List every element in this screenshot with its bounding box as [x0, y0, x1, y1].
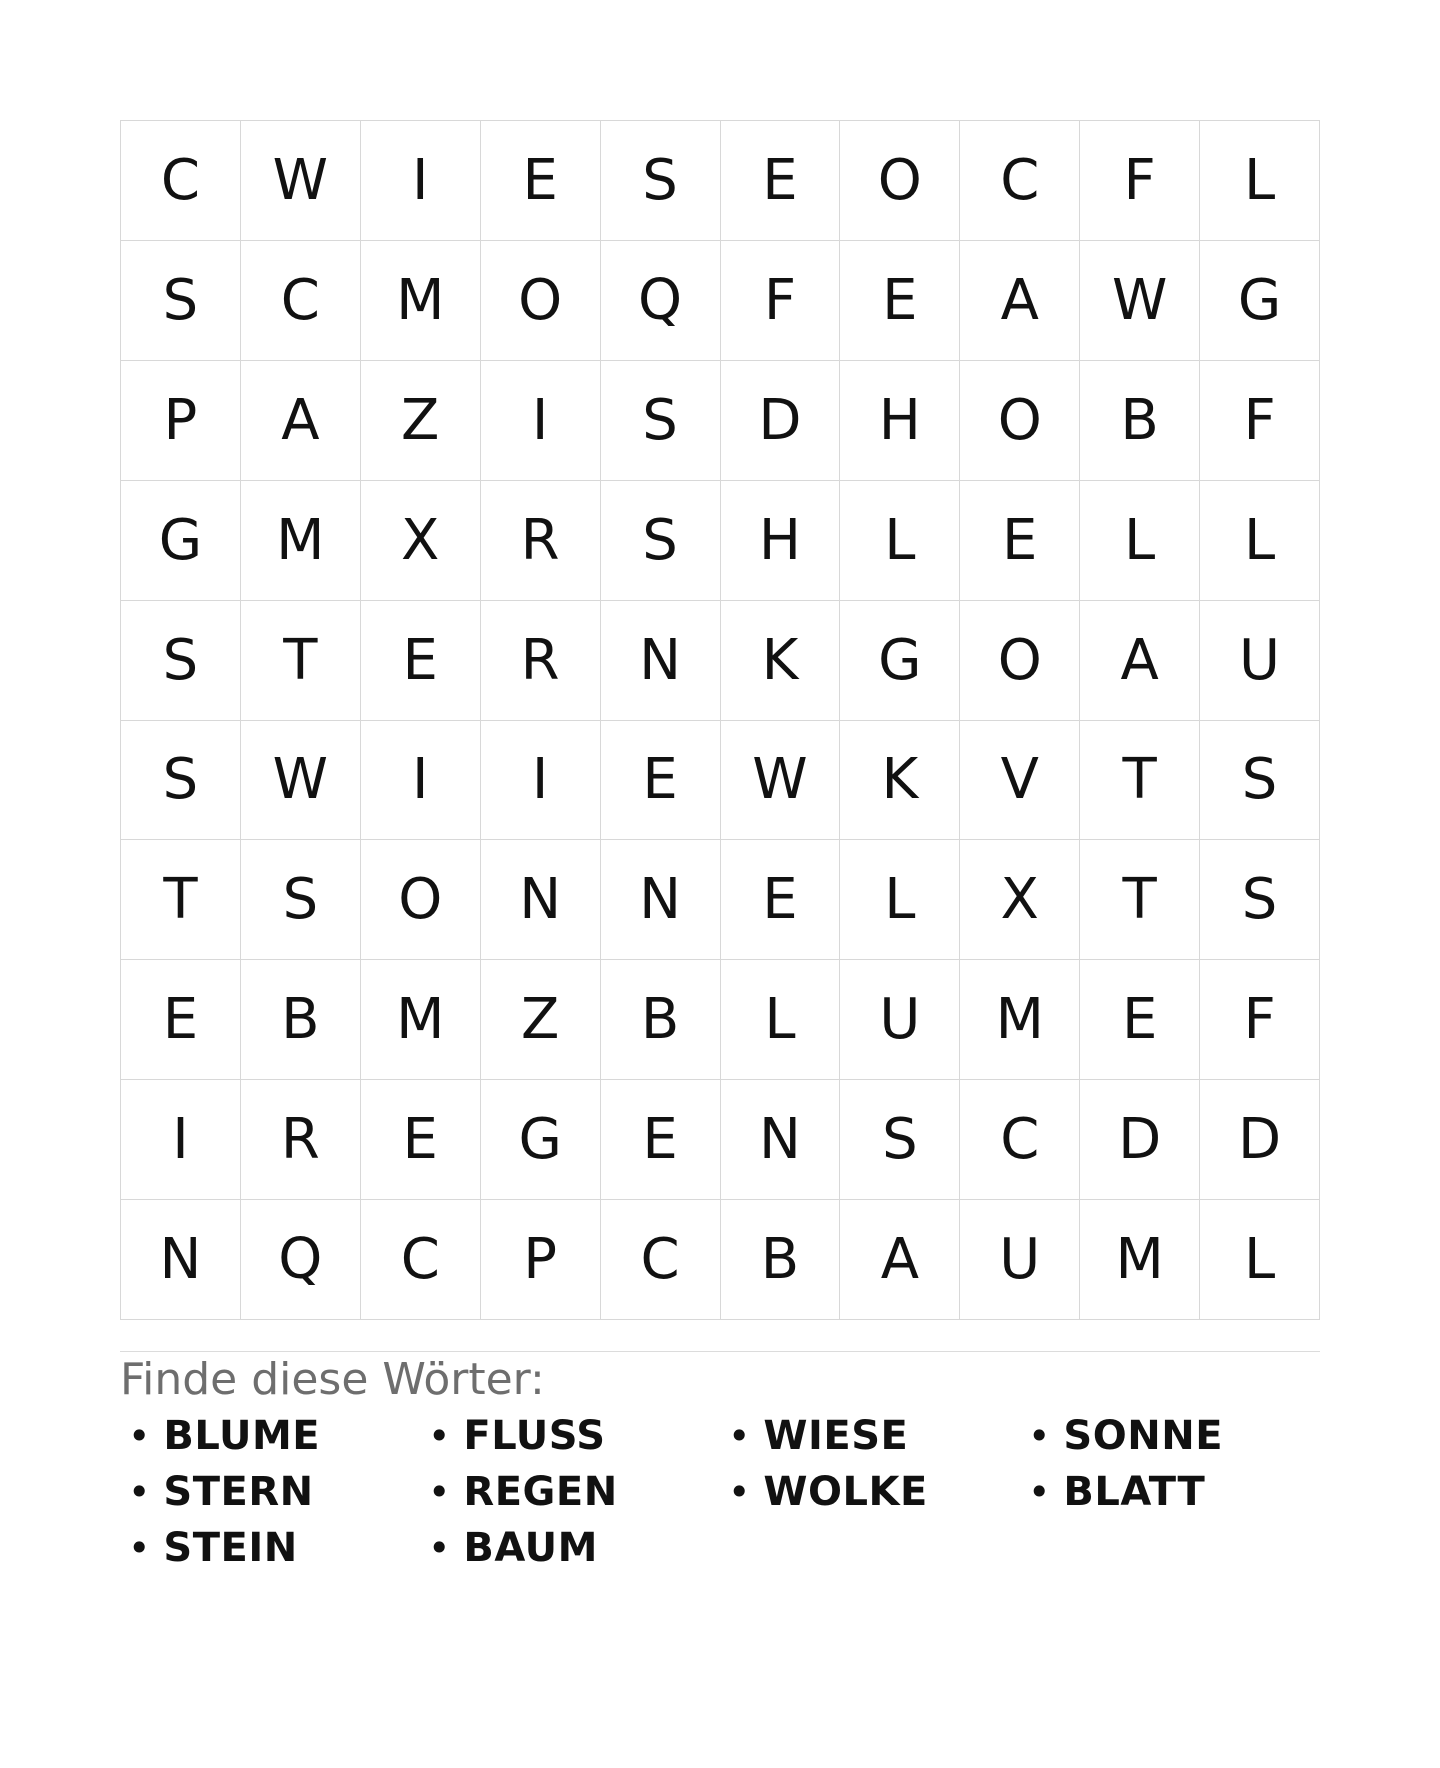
grid-cell[interactable]: F	[1080, 121, 1200, 241]
grid-cell[interactable]: X	[960, 840, 1080, 960]
bullet-icon: •	[428, 1414, 451, 1458]
grid-cell[interactable]: H	[840, 361, 960, 481]
grid-cell[interactable]: A	[1080, 601, 1200, 721]
grid-cell[interactable]: I	[481, 721, 601, 841]
grid-cell[interactable]: B	[241, 960, 361, 1080]
word-list-item	[720, 1408, 1020, 1464]
word-label: FLUSS	[463, 1413, 606, 1459]
grid-cell[interactable]: C	[241, 241, 361, 361]
grid-cell[interactable]: L	[840, 840, 960, 960]
grid-cell[interactable]: U	[960, 1200, 1080, 1320]
bullet-icon: •	[128, 1526, 151, 1570]
grid-cell[interactable]: R	[481, 481, 601, 601]
grid-cell[interactable]: S	[601, 121, 721, 241]
grid-cell[interactable]: D	[721, 361, 841, 481]
word-label: STEIN	[163, 1525, 298, 1571]
grid-cell[interactable]: N	[601, 601, 721, 721]
grid-cell[interactable]: N	[721, 1080, 841, 1200]
grid-cell[interactable]: M	[361, 241, 481, 361]
bullet-icon: •	[428, 1526, 451, 1570]
word-list-item	[1020, 1408, 1320, 1464]
grid-cell[interactable]: U	[1200, 601, 1320, 721]
grid-cell[interactable]: F	[1200, 960, 1320, 1080]
grid-cell[interactable]: F	[1200, 361, 1320, 481]
word-list-item	[120, 1464, 420, 1520]
grid-cell[interactable]: E	[601, 1080, 721, 1200]
bullet-icon: •	[728, 1414, 751, 1458]
grid-cell[interactable]: N	[481, 840, 601, 960]
grid-cell[interactable]: G	[840, 601, 960, 721]
grid-cell[interactable]: O	[481, 241, 601, 361]
grid-cell[interactable]: S	[840, 1080, 960, 1200]
word-list-row	[120, 1464, 1320, 1520]
grid-cell[interactable]: D	[1080, 1080, 1200, 1200]
bullet-icon: •	[428, 1470, 451, 1514]
grid-cell[interactable]: S	[1200, 721, 1320, 841]
grid-cell[interactable]: T	[1080, 721, 1200, 841]
grid-cell[interactable]: L	[1200, 481, 1320, 601]
grid-cell[interactable]: C	[361, 1200, 481, 1320]
grid-cell[interactable]: E	[721, 840, 841, 960]
bullet-icon: •	[728, 1470, 751, 1514]
grid-cell[interactable]: D	[1200, 1080, 1320, 1200]
word-list-row	[120, 1408, 1320, 1464]
grid-cell[interactable]: W	[241, 721, 361, 841]
word-list-item	[420, 1408, 720, 1464]
grid-cell[interactable]: E	[361, 1080, 481, 1200]
grid-cell[interactable]: O	[840, 121, 960, 241]
grid-cell[interactable]: S	[121, 241, 241, 361]
grid-cell[interactable]: L	[721, 960, 841, 1080]
word-list-heading: Finde diese Wörter:	[120, 1354, 545, 1405]
grid-cell[interactable]: W	[1080, 241, 1200, 361]
grid-cell[interactable]: M	[1080, 1200, 1200, 1320]
grid-cell[interactable]: L	[1200, 121, 1320, 241]
grid-cell[interactable]: Q	[241, 1200, 361, 1320]
word-label: WIESE	[763, 1413, 909, 1459]
grid-cell[interactable]: A	[840, 1200, 960, 1320]
grid-cell[interactable]: E	[840, 241, 960, 361]
grid-cell[interactable]: S	[121, 601, 241, 721]
word-label: SONNE	[1063, 1413, 1224, 1459]
grid-cell[interactable]: F	[721, 241, 841, 361]
grid-cell[interactable]: T	[241, 601, 361, 721]
grid-cell[interactable]: C	[601, 1200, 721, 1320]
grid-cell[interactable]: O	[960, 361, 1080, 481]
grid-cell[interactable]: C	[121, 121, 241, 241]
grid-cell[interactable]: I	[481, 361, 601, 481]
grid-cell[interactable]: B	[721, 1200, 841, 1320]
grid-cell[interactable]: E	[1080, 960, 1200, 1080]
word-list-item	[1020, 1464, 1320, 1520]
word-label: BLUME	[163, 1413, 321, 1459]
word-list-item	[120, 1520, 420, 1576]
word-label: STERN	[163, 1469, 314, 1515]
grid-cell[interactable]: A	[960, 241, 1080, 361]
grid-cell[interactable]: H	[721, 481, 841, 601]
word-search-grid	[120, 120, 1320, 1320]
grid-cell[interactable]: L	[1200, 1200, 1320, 1320]
grid-cell[interactable]: N	[121, 1200, 241, 1320]
bullet-icon: •	[128, 1414, 151, 1458]
grid-cell[interactable]: R	[241, 1080, 361, 1200]
word-label: WOLKE	[763, 1469, 928, 1515]
word-list-item	[420, 1464, 720, 1520]
grid-cell[interactable]: N	[601, 840, 721, 960]
grid-cell[interactable]: R	[481, 601, 601, 721]
grid-cell[interactable]: M	[241, 481, 361, 601]
grid-cell[interactable]: Z	[481, 960, 601, 1080]
grid-cell[interactable]: P	[121, 361, 241, 481]
bullet-icon: •	[1028, 1470, 1051, 1514]
grid-cell[interactable]: L	[1080, 481, 1200, 601]
grid-cell[interactable]: T	[1080, 840, 1200, 960]
word-label: BLATT	[1063, 1469, 1206, 1515]
grid-cell[interactable]: M	[361, 960, 481, 1080]
grid-cell[interactable]: L	[840, 481, 960, 601]
grid-cell[interactable]: O	[361, 840, 481, 960]
grid-cell[interactable]: B	[601, 960, 721, 1080]
word-label: BAUM	[463, 1525, 598, 1571]
word-list	[120, 1408, 1320, 1576]
grid-cell[interactable]: A	[241, 361, 361, 481]
grid-cell[interactable]: S	[1200, 840, 1320, 960]
grid-cell[interactable]: I	[361, 721, 481, 841]
grid-cell[interactable]: T	[121, 840, 241, 960]
grid-cell[interactable]: Q	[601, 241, 721, 361]
grid-cell[interactable]: P	[481, 1200, 601, 1320]
grid-cell[interactable]: E	[721, 121, 841, 241]
grid-cell[interactable]: S	[121, 721, 241, 841]
grid-cell[interactable]: E	[481, 121, 601, 241]
grid-cell[interactable]: S	[241, 840, 361, 960]
divider	[120, 1351, 1320, 1352]
word-list-item	[720, 1464, 1020, 1520]
grid-cell[interactable]: W	[241, 121, 361, 241]
grid-cell[interactable]: V	[960, 721, 1080, 841]
grid-cell[interactable]: K	[840, 721, 960, 841]
word-list-row	[120, 1520, 1320, 1576]
grid-cell[interactable]: C	[960, 121, 1080, 241]
grid-cell[interactable]: W	[721, 721, 841, 841]
grid-cell[interactable]: M	[960, 960, 1080, 1080]
grid-cell[interactable]: E	[121, 960, 241, 1080]
grid-cell[interactable]: I	[361, 121, 481, 241]
word-list-item	[120, 1408, 420, 1464]
grid-cell[interactable]: G	[481, 1080, 601, 1200]
grid-cell[interactable]: B	[1080, 361, 1200, 481]
grid-cell[interactable]: E	[361, 601, 481, 721]
grid-cell[interactable]: O	[960, 601, 1080, 721]
grid-cell[interactable]: E	[960, 481, 1080, 601]
word-label: REGEN	[463, 1469, 618, 1515]
grid-cell[interactable]: G	[1200, 241, 1320, 361]
grid-cell[interactable]: X	[361, 481, 481, 601]
grid-cell[interactable]: K	[721, 601, 841, 721]
grid-cell[interactable]: S	[601, 361, 721, 481]
grid-cell[interactable]: S	[601, 481, 721, 601]
word-list-item	[420, 1520, 720, 1576]
grid-cell[interactable]: G	[121, 481, 241, 601]
bullet-icon: •	[128, 1470, 151, 1514]
grid-cell[interactable]: Z	[361, 361, 481, 481]
grid-cell[interactable]: I	[121, 1080, 241, 1200]
bullet-icon: •	[1028, 1414, 1051, 1458]
grid-cell[interactable]: C	[960, 1080, 1080, 1200]
grid-cell[interactable]: E	[601, 721, 721, 841]
grid-cell[interactable]: U	[840, 960, 960, 1080]
